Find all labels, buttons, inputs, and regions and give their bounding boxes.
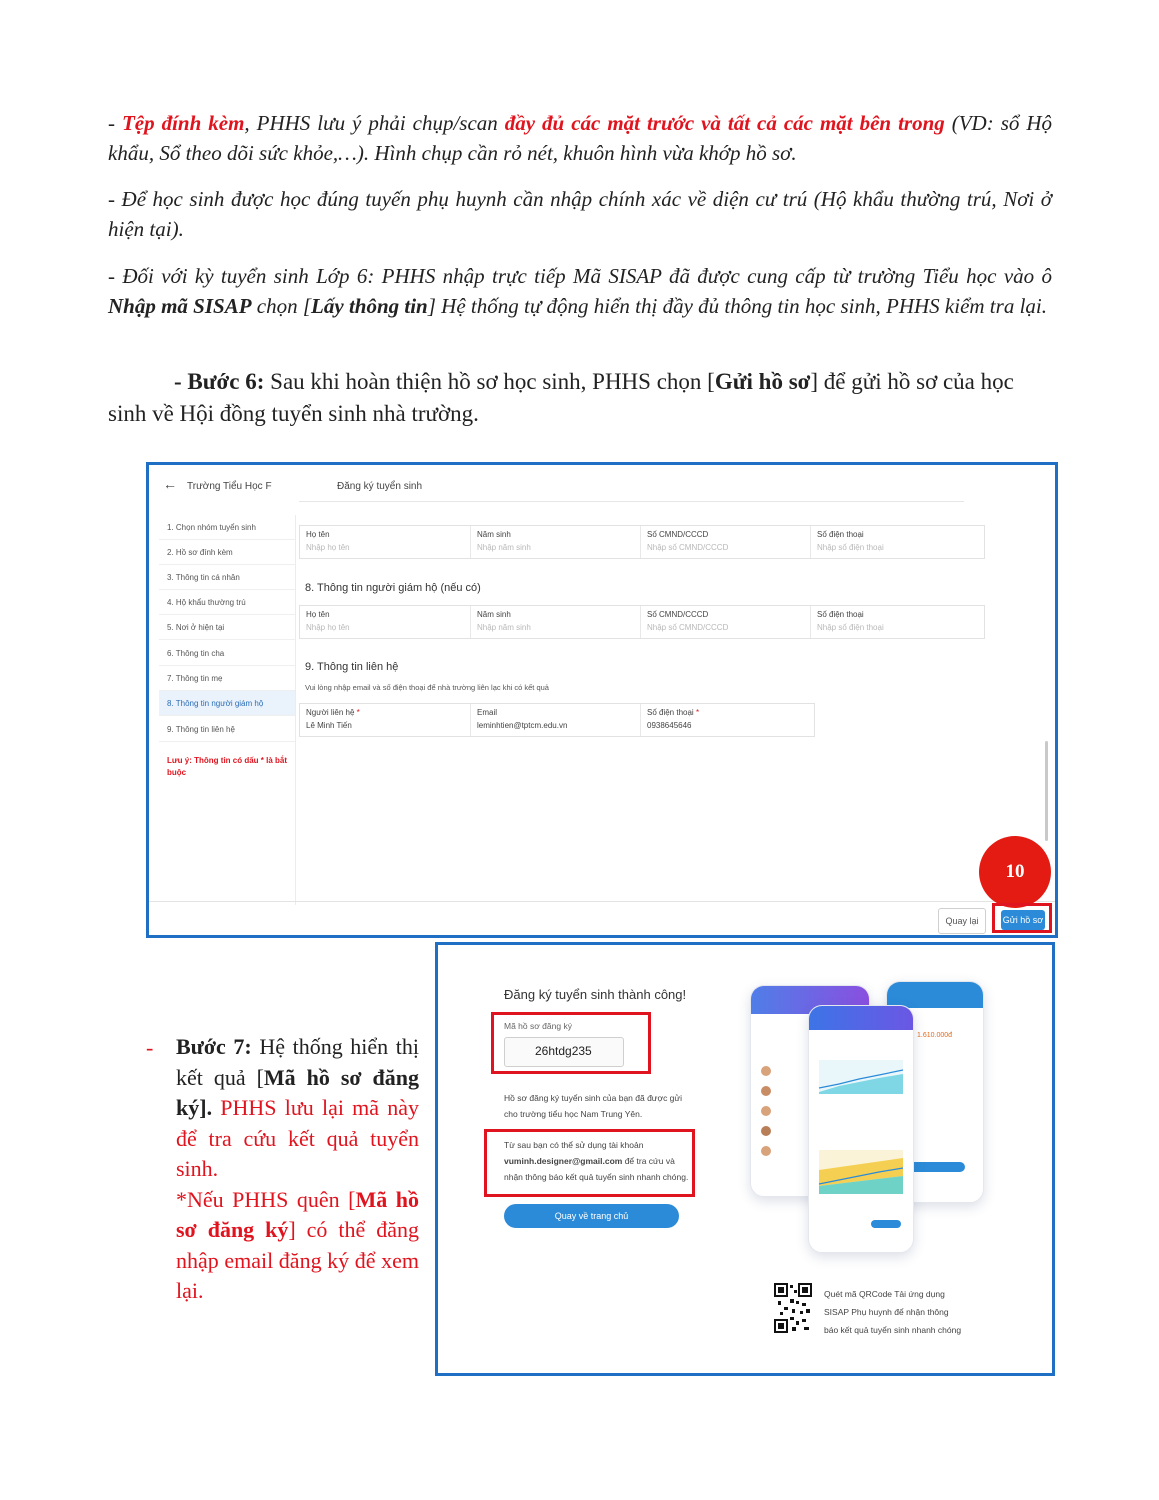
step7-dash: - <box>146 1035 154 1060</box>
phone-field[interactable] <box>811 526 984 558</box>
field-label: Số điện thoại <box>817 530 864 539</box>
field-placeholder: Nhập số CMND/CCCD <box>647 543 729 552</box>
contact-section-desc: Vui lòng nhập email và số điện thoại để nhà trường liên lạc khi có kết quả <box>305 683 549 692</box>
field-label: Năm sinh <box>477 530 511 539</box>
field-label: Email <box>477 708 498 717</box>
profile-code: 26htdg235 <box>535 1044 592 1058</box>
step7-text-c: ]. <box>199 1095 213 1120</box>
account-note-a: Từ sau bạn có thể sử dụng tài khoản <box>504 1140 644 1150</box>
name-field[interactable] <box>300 526 471 558</box>
step6-text-a: Sau khi hoàn thiện hồ sơ học sinh, PHHS chọn [ <box>264 369 715 394</box>
field-label: Người liên hệ <box>306 708 355 717</box>
guardian-id-field[interactable] <box>641 606 811 638</box>
contact-row <box>299 703 815 737</box>
phone-amount: 1.610.000đ <box>917 1032 953 1039</box>
scrollbar[interactable] <box>1045 741 1048 841</box>
field-value: leminhtien@tptcm.edu.vn <box>477 721 568 730</box>
parent-info-row <box>299 525 985 559</box>
form-title: Đăng ký tuyển sinh <box>337 481 423 492</box>
registration-form-screenshot <box>146 462 1058 938</box>
step7-label: Bước 7: <box>176 1034 252 1059</box>
required-note: Lưu ý: Thông tin có dấu * là bắt buộc <box>167 756 288 777</box>
field-placeholder: Nhập họ tên <box>306 623 350 632</box>
field-label: Số CMND/CCCD <box>647 610 709 619</box>
sisap-field-name: Nhập mã SISAP <box>108 294 252 318</box>
contact-phone-field[interactable] <box>641 704 814 736</box>
residence-note: - Để học sinh được học đúng tuyến phụ huynh cần nhập chính xác về diện cư trú (Hộ khẩu thường trú, Nơi ở hiện tại). <box>108 187 1052 241</box>
field-placeholder: Nhập năm sinh <box>477 543 531 552</box>
avatar <box>761 1106 771 1116</box>
field-label: Năm sinh <box>477 610 511 619</box>
back-button[interactable]: Quay lại <box>938 908 986 934</box>
code-box[interactable] <box>504 1037 624 1067</box>
id-number-field[interactable] <box>641 526 811 558</box>
sidebar-item-3[interactable]: 3. Thông tin cá nhân <box>159 565 295 590</box>
account-note-b: để tra cứu và nhận thông báo kết quả tuyển sinh nhanh chóng. <box>504 1156 689 1182</box>
marker-number: 10 <box>1005 861 1025 882</box>
contact-section-title: 9. Thông tin liên hệ <box>305 661 399 673</box>
field-placeholder: Nhập năm sinh <box>477 623 531 632</box>
guardian-phone-field[interactable] <box>811 606 984 638</box>
attachment-emphasis: đầy đủ các mặt trước và tất cả các mặt bên trong <box>504 111 945 135</box>
sidebar-item-8[interactable]: 8. Thông tin người giám hộ <box>159 691 295 716</box>
guardian-section-title: 8. Thông tin người giám hộ (nếu có) <box>305 582 481 594</box>
phone-header <box>809 1006 913 1030</box>
guardian-info-row <box>299 605 985 639</box>
required-mark: * <box>695 708 700 717</box>
attachment-note <box>108 108 1052 168</box>
qr-code-icon <box>774 1283 812 1333</box>
grade6-text-c: chọn [ <box>251 294 312 318</box>
attachment-rest: (VD: sổ Hộ khẩu, Sổ theo dõi sức khỏe,…). Hình chụp cần rỏ nét, khuôn hình vừa khớp hồ sơ. <box>108 111 1052 165</box>
line-chart-icon <box>809 1030 913 1252</box>
field-placeholder: Nhập số CMND/CCCD <box>647 623 729 632</box>
code-label: Mã hồ sơ đăng ký <box>504 1021 572 1031</box>
step6-text-c: ] để gửi hồ sơ của học sinh về Hội đồng tuyển sinh nhà trường. <box>108 369 1014 426</box>
success-title: Đăng ký tuyển sinh thành công! <box>504 987 687 1002</box>
back-arrow-icon[interactable]: ← <box>163 476 177 492</box>
field-label: Họ tên <box>306 530 330 539</box>
step7-save-note: PHHS lưu lại mã này để tra cứu kết quả tuyển sinh. <box>176 1095 419 1181</box>
sent-description: Hồ sơ đăng ký tuyển sinh của bạn đã được gửi cho trường tiểu học Nam Trung Yên. <box>504 1093 682 1119</box>
sidebar-item-1[interactable]: 1. Chọn nhóm tuyển sinh <box>159 515 295 540</box>
account-email: vuminh.designer@gmail.com <box>504 1156 623 1166</box>
contact-email-field[interactable] <box>471 704 641 736</box>
field-label: Số CMND/CCCD <box>647 530 709 539</box>
step7-forgot-code: Mã hồ sơ đăng ký <box>176 1186 419 1242</box>
contact-person-field[interactable] <box>300 704 471 736</box>
birth-year-field[interactable] <box>471 526 641 558</box>
step6-paragraph <box>108 366 1052 430</box>
account-note <box>504 1137 694 1185</box>
sidebar-item-5[interactable]: 5. Nơi ở hiện tại <box>159 615 295 640</box>
registration-success-screenshot <box>435 942 1055 1376</box>
send-profile-name: Gửi hồ sơ <box>714 369 811 394</box>
phone-button <box>905 1162 965 1172</box>
field-placeholder: Nhập họ tên <box>306 543 350 552</box>
get-info-name: Lấy thông tin <box>311 294 428 318</box>
required-mark: * <box>356 708 360 717</box>
grade6-note <box>108 261 1052 321</box>
bullet-prefix: - <box>108 111 122 135</box>
field-label: Số điện thoại <box>647 708 694 717</box>
step7-text-a: Hệ thống hiển thị kết quả [ <box>176 1034 419 1090</box>
avatar <box>761 1066 771 1076</box>
field-value: Lê Minh Tiến <box>306 721 352 730</box>
home-button[interactable]: Quay về trang chủ <box>504 1204 679 1228</box>
footer-divider <box>149 901 1055 902</box>
steps-sidebar <box>159 515 296 905</box>
sidebar-item-6[interactable]: 6. Thông tin cha <box>159 641 295 666</box>
field-placeholder: Nhập số điện thoại <box>817 623 884 632</box>
send-profile-button[interactable]: Gửi hồ sơ <box>1001 910 1045 930</box>
field-value: 0938645646 <box>647 721 692 730</box>
profile-code-name: Mã hồ sơ đăng ký <box>176 1064 420 1120</box>
sidebar-item-7[interactable]: 7. Thông tin mẹ <box>159 666 295 691</box>
guardian-name-field[interactable] <box>300 606 471 638</box>
step7-forgot-g: ] có thể đăng nhập email đăng ký để xem lại. <box>176 1217 419 1303</box>
avatar <box>761 1146 771 1156</box>
grade6-text-a: - Đối với kỳ tuyển sinh Lớp 6: PHHS nhập trực tiếp Mã SISAP đã được cung cấp từ trường Tiểu học vào ô <box>108 264 1052 288</box>
grade6-text-e: ] Hệ thống tự động hiển thị đầy đủ thông tin học sinh, PHHS kiểm tra lại. <box>427 294 1047 318</box>
attachment-term: Tệp đính kèm <box>121 111 245 135</box>
sidebar-item-4[interactable]: 4. Hộ khẩu thường trú <box>159 590 295 615</box>
guardian-birth-year-field[interactable] <box>471 606 641 638</box>
avatar <box>761 1086 771 1096</box>
school-name: Trường Tiểu Học F <box>187 481 272 492</box>
avatar <box>761 1126 771 1136</box>
header-divider <box>299 501 964 502</box>
qr-instruction: Quét mã QRCode Tải ứng dụng SISAP Phụ huynh để nhận thông báo kết quả tuyển sinh nhanh chóng <box>824 1289 962 1335</box>
step7-forgot-a: *Nếu PHHS quên [ <box>176 1186 356 1212</box>
phone-mockup-center <box>808 1005 914 1253</box>
sidebar-item-2[interactable]: 2. Hồ sơ đính kèm <box>159 540 295 565</box>
field-placeholder: Nhập số điện thoại <box>817 543 884 552</box>
step7-paragraph <box>176 1032 419 1307</box>
field-label: Họ tên <box>306 610 330 619</box>
attachment-mid: , PHHS lưu ý phải chụp/scan <box>244 111 505 135</box>
step6-label: - Bước 6: <box>174 369 265 394</box>
sidebar-item-9[interactable]: 9. Thông tin liên hệ <box>159 717 295 742</box>
field-label: Số điện thoại <box>817 610 864 619</box>
step-marker-badge <box>979 836 1051 908</box>
